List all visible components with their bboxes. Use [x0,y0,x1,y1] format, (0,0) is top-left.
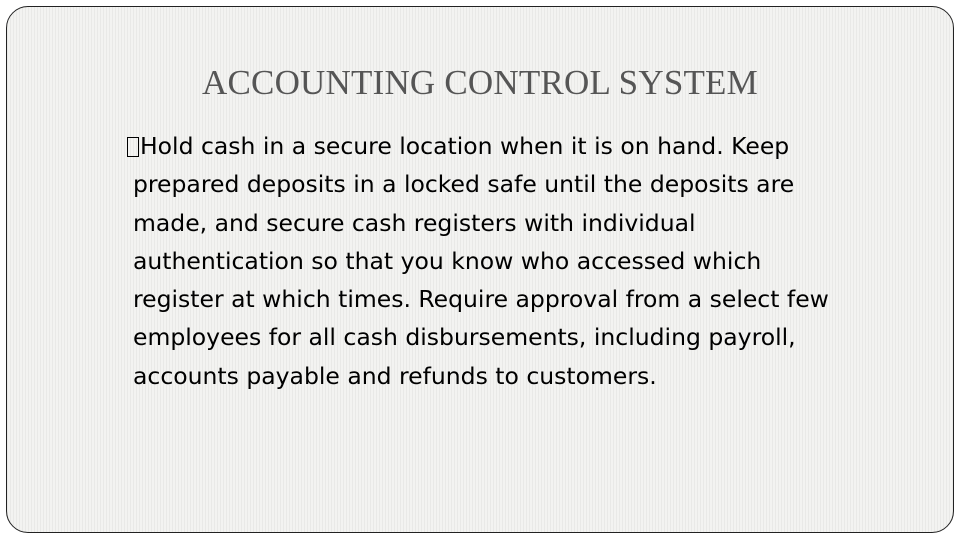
body-line: register at which times. Require approval from a select few [133,285,829,314]
body-line: authentication so that you know who accessed which [133,246,762,275]
body-line: accounts payable and refunds to customers. [133,361,657,390]
body-line: prepared deposits in a locked safe until the deposits are [133,170,795,199]
body-line: made, and secure cash registers with individual [133,208,696,237]
bullet-paragraph [127,127,907,395]
body-line-text: Hold cash in a secure location when it is on hand. Keep [140,132,790,160]
bullet-box-icon [127,137,139,157]
body-line [127,127,907,165]
body-line: employees for all cash disbursements, including payroll, [133,323,796,352]
slide-frame [6,6,954,533]
slide-title: ACCOUNTING CONTROL SYSTEM [202,63,758,102]
